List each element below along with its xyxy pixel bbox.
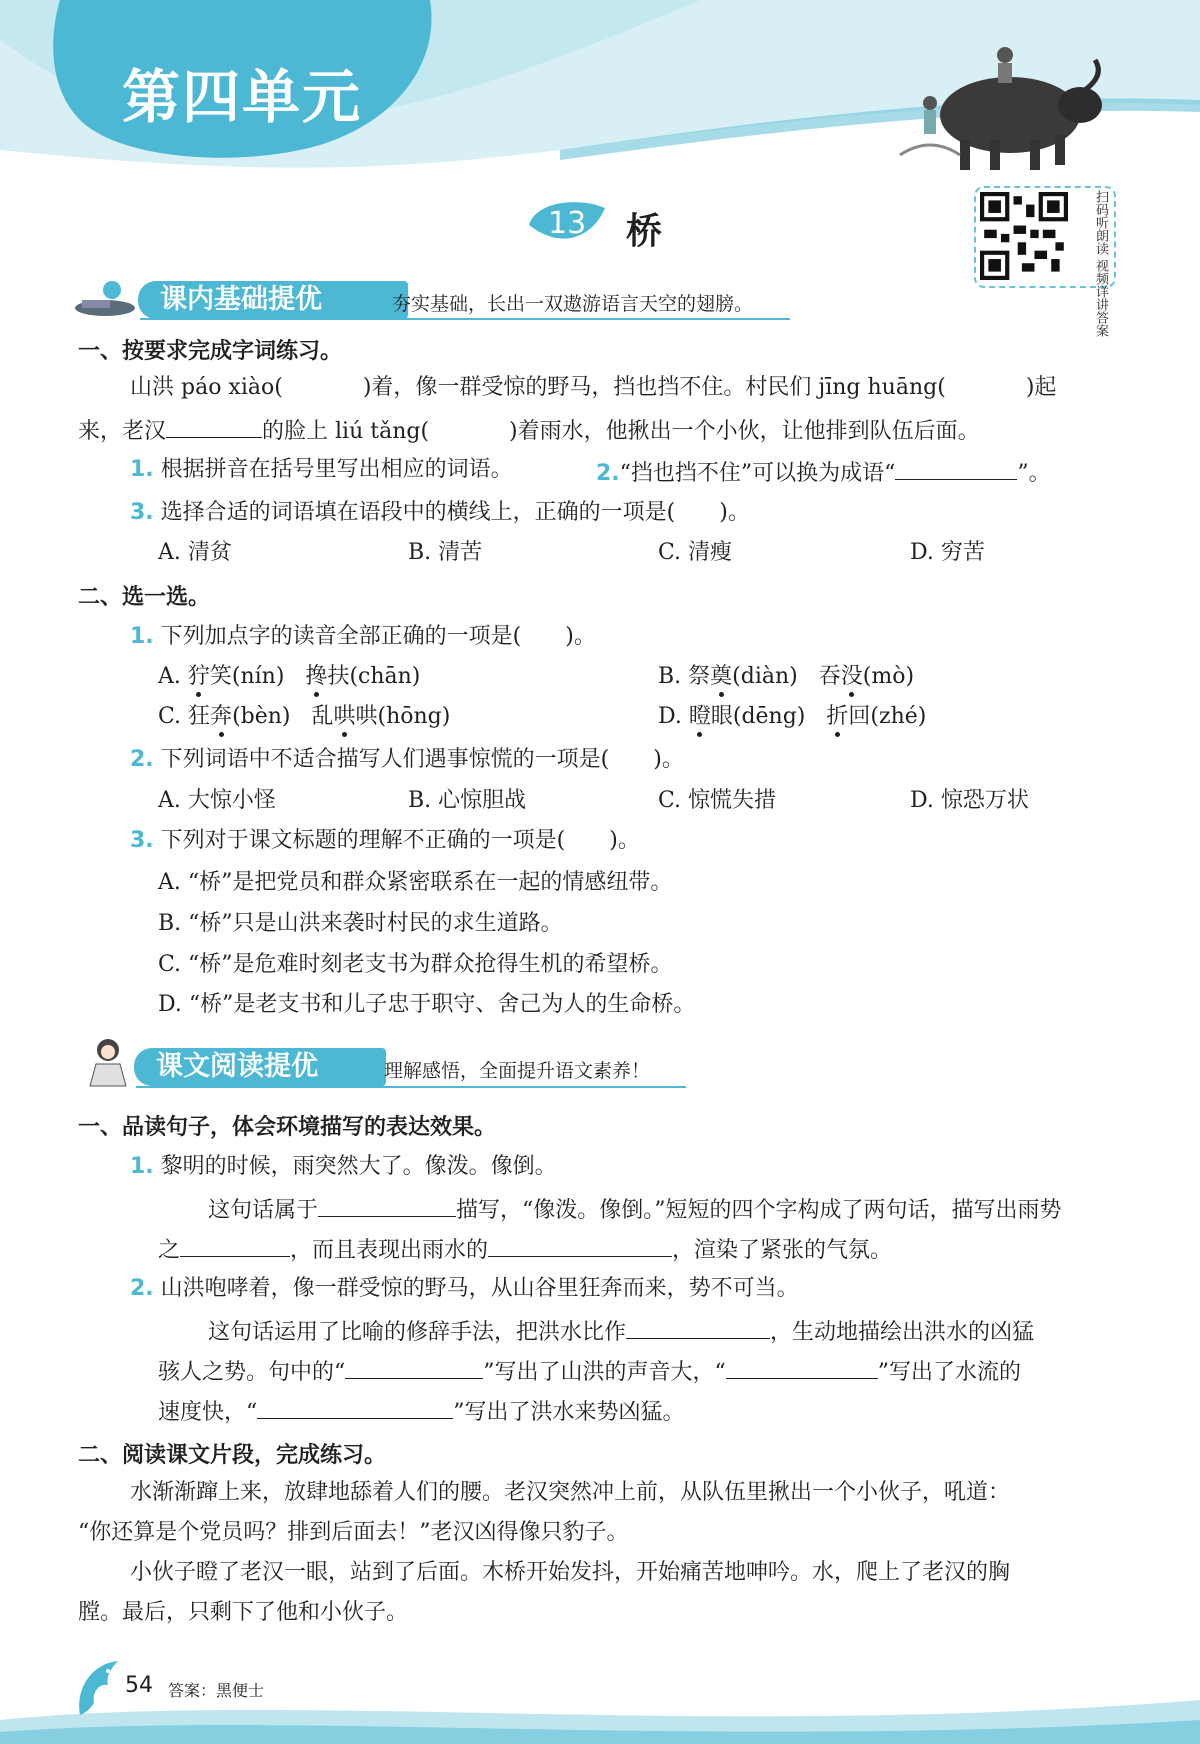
- option-a[interactable]: A. 清贫: [158, 540, 232, 565]
- part1-q1: 1. 根据拼音在括号里写出相应的词语。: [130, 457, 513, 482]
- part3-q2-line2: 骇人之势。句中的“ ”写出了山洪的声音大，“ ”写出了水流的: [158, 1354, 1021, 1388]
- blank-ferocity[interactable]: [257, 1394, 453, 1419]
- lesson-number: 13: [548, 206, 587, 241]
- reading-child-icon: [72, 278, 138, 318]
- blank-rain-quality[interactable]: [488, 1232, 672, 1257]
- part3-q2: 2. 山洪咆哮着，像一群受惊的野马，从山谷里狂奔而来，势不可当。: [130, 1276, 799, 1301]
- part3-q2-line1: 这句话运用了比喻的修辞手法，把洪水比作 ，生动地描绘出洪水的凶猛: [208, 1314, 1034, 1348]
- part1-q2: 2.“挡也挡不住”可以换为成语“ ”。: [596, 455, 1051, 489]
- unit-title: 第四单元: [122, 63, 363, 131]
- part3-q1-line2: 之 ，而且表现出雨水的 ，渲染了紧张的气氛。: [158, 1232, 892, 1266]
- q2-option-a[interactable]: A. 大惊小怪: [158, 788, 276, 813]
- blank-metaphor[interactable]: [626, 1314, 770, 1339]
- part1-line2: 来，老汉 的脸上 liú tǎng( )着雨水，他揪出一个小伙，让他排到队伍后面。: [78, 413, 980, 447]
- dolphin-icon: [70, 1655, 124, 1725]
- q1-option-a[interactable]: A. 狞笑(nín) 搀扶(chān): [158, 664, 421, 689]
- qr-code-icon[interactable]: [980, 192, 1068, 280]
- passage-line3: 小伙子瞪了老汉一眼，站到了后面。木桥开始发抖，开始痛苦地呻吟。水，爬上了老汉的胸: [130, 1560, 1011, 1585]
- part2-q2: 2. 下列词语中不适合描写人们遇事惊慌的一项是( )。: [130, 747, 684, 772]
- part1-q3: 3. 选择合适的词语填在语段中的横线上，正确的一项是( )。: [130, 500, 750, 525]
- passage-line1: 水渐渐蹿上来，放肆地舔着人们的腰。老汉突然冲上前，从队伍里揪出一个小伙子，吼道：: [130, 1480, 1011, 1505]
- q1-option-b[interactable]: B. 祭奠(diàn) 吞没(mò): [658, 664, 915, 689]
- part3-q1-line1: 这句话属于 描写，“像泼。像倒。”短短的四个字构成了两句话，描写出雨势: [208, 1192, 1062, 1226]
- q3-option-a[interactable]: A. “桥”是把党员和群众紧密联系在一起的情感纽带。: [158, 870, 673, 895]
- q2-option-c[interactable]: C. 惊慌失措: [658, 788, 777, 813]
- blank-laohan[interactable]: [166, 413, 262, 438]
- q3-option-b[interactable]: B. “桥”只是山洪来袭时村民的求生道路。: [158, 911, 563, 936]
- q3-option-c[interactable]: C. “桥”是危难时刻老支书为群众抢得生机的希望桥。: [158, 952, 673, 977]
- buffalo-illustration-icon: [880, 25, 1110, 175]
- section2-motto: 理解感悟，全面提升语文素养！: [384, 1060, 651, 1082]
- part1-line1: 山洪 páo xiào( )着，像一群受惊的野马，挡也挡不住。村民们 jīng huāng( )起: [130, 375, 1057, 400]
- part3-q2-line3: 速度快，“ ”写出了洪水来势凶猛。: [158, 1394, 685, 1428]
- part2-heading: 二、选一选。: [78, 585, 211, 610]
- part2-q1: 1. 下列加点字的读音全部正确的一项是( )。: [130, 624, 596, 649]
- part4-heading: 二、阅读课文片段，完成练习。: [78, 1443, 387, 1468]
- section1-title: 课内基础提优: [138, 281, 408, 319]
- section1-divider: [140, 318, 790, 320]
- option-b[interactable]: B. 清苦: [408, 540, 483, 565]
- option-d[interactable]: D. 穷苦: [910, 540, 985, 565]
- blank-description-type[interactable]: [318, 1192, 456, 1217]
- part3-heading: 一、品读句子，体会环境描写的表达效果。: [78, 1115, 497, 1140]
- q2-option-b[interactable]: B. 心惊胆战: [408, 788, 527, 813]
- blank-sound[interactable]: [345, 1354, 483, 1379]
- option-c[interactable]: C. 清瘦: [658, 540, 733, 565]
- part1-heading: 一、按要求完成字词练习。: [78, 339, 343, 364]
- blank-speed[interactable]: [726, 1354, 878, 1379]
- section2-title: 课文阅读提优: [134, 1048, 386, 1086]
- q1-option-c[interactable]: C. 狂奔(bèn) 乱哄哄(hōng): [158, 704, 451, 729]
- part3-q1: 1. 黎明的时候，雨突然大了。像泼。像倒。: [130, 1154, 557, 1179]
- q3-option-d[interactable]: D. “桥”是老支书和儿子忠于职守、舍己为人的生命桥。: [158, 992, 696, 1017]
- section2-divider: [136, 1086, 686, 1088]
- q2-option-d[interactable]: D. 惊恐万状: [910, 788, 1029, 813]
- page-number: 54: [125, 1673, 153, 1698]
- lesson-title: 桥: [626, 211, 663, 252]
- qr-caption: 扫码听朗读 视频详讲答案: [1093, 190, 1108, 338]
- girl-mascot-icon: [86, 1036, 132, 1092]
- passage-line2: “你还算是个党员吗？排到后面去！”老汉凶得像只豹子。: [78, 1520, 629, 1545]
- blank-rain-momentum[interactable]: [180, 1232, 290, 1257]
- answer-label: 答案：黑便士: [168, 1681, 265, 1700]
- part2-q3: 3. 下列对于课文标题的理解不正确的一项是( )。: [130, 828, 640, 853]
- blank-idiom[interactable]: [895, 455, 1017, 480]
- section1-motto: 夯实基础，长出一双遨游语言天空的翅膀。: [392, 293, 754, 315]
- q1-option-d[interactable]: D. 瞪眼(dēng) 折回(zhé): [658, 704, 927, 729]
- passage-line4: 膛。最后，只剩下了他和小伙子。: [78, 1600, 409, 1625]
